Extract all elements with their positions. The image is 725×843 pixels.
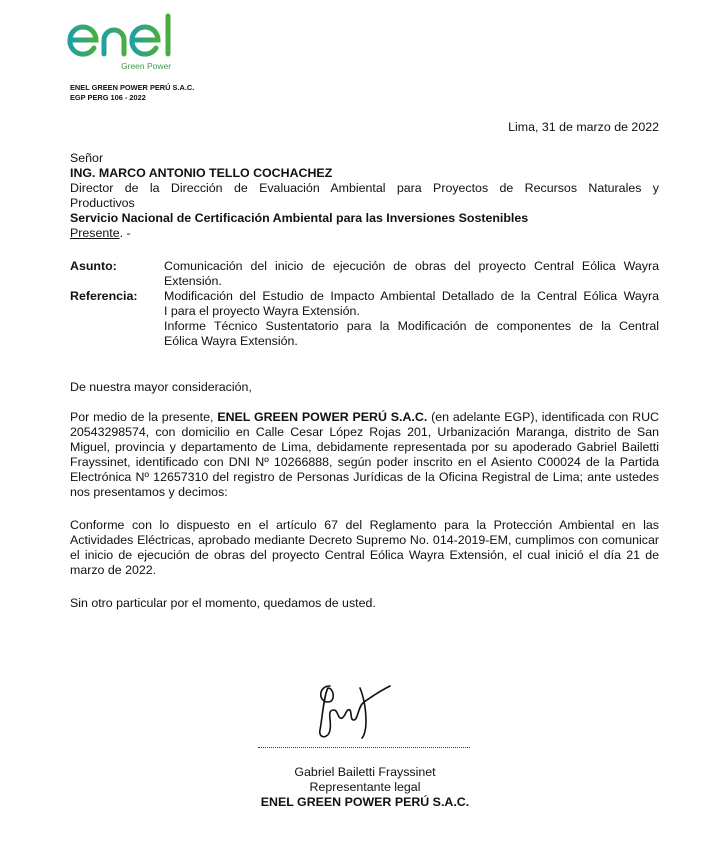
letterhead-doc-code: EGP PERG 106 - 2022 xyxy=(70,93,146,102)
presente-word: Presente xyxy=(70,226,120,240)
recipient-title-line2: Productivos xyxy=(70,196,135,210)
referencia-label: Referencia: xyxy=(70,289,138,303)
signature-drawing xyxy=(312,680,396,744)
referencia-line: Eólica Wayra Extensión. xyxy=(164,334,298,348)
referencia-line: I para el proyecto Wayra Extensión. xyxy=(164,304,360,318)
recipient-salutation: Señor xyxy=(70,151,104,165)
handwritten-signature xyxy=(312,680,396,744)
logo-tagline: Green Power xyxy=(121,61,172,71)
referencia-text xyxy=(164,289,659,349)
presente-suffix: . - xyxy=(119,226,131,240)
recipient-title-line1: Director de la Dirección de Evaluación Ambiental para Proyectos de Recursos Naturales y xyxy=(70,181,659,195)
enel-logo-mark xyxy=(66,12,186,60)
recipient-block xyxy=(70,151,659,241)
signer-role: Representante legal xyxy=(309,780,421,794)
signature-line xyxy=(258,747,470,748)
presente-line xyxy=(70,226,659,241)
recipient-institution: Servicio Nacional de Certificación Ambiental para las Inversiones Sostenibles xyxy=(70,211,529,225)
paragraph-1-prefix: Por medio de la presente, xyxy=(70,410,218,424)
paragraph-2: Conforme con lo dispuesto en el artículo 67 del Reglamento para la Protección Ambiental en las Actividades Eléctricas, aprobado mediante Decreto Supremo No. 014-2019-EM, cumplimos con comunicar el inicio de ejecución de obras del proyecto Central Eólica Wayra Extensión, el cual inició el día 21 de marzo de 2022. xyxy=(70,518,659,577)
greeting: De nuestra mayor consideración, xyxy=(70,380,252,394)
paragraph-1-rest: (en adelante EGP), identificada con RUC 20543298574, con domicilio en Calle Cesar López Rojas 201, Urbanización Maranga, distrito de San Miguel, provincia y departamento de Lima, debidamente representada por su apoderado Gabriel Bailetti Frayssinet, identificado con DNI Nº 10266888, según poder inscrito en el Asiento C00024 de la Partida Electrónica Nº 12657310 del registro de Personas Jurídicas de la Oficina Registral de Lima; ante ustedes nos presentamos y decimos: xyxy=(70,410,659,499)
referencia-line: Informe Técnico Sustentatorio para la Modificación de componentes de la Central xyxy=(164,319,659,333)
closing: Sin otro particular por el momento, quedamos de usted. xyxy=(70,596,376,610)
signer-company: ENEL GREEN POWER PERÚ S.A.C. xyxy=(260,795,470,809)
paragraph-1-company: ENEL GREEN POWER PERÚ S.A.C. xyxy=(217,410,428,424)
letterhead xyxy=(70,83,194,103)
asunto-text xyxy=(164,259,659,289)
referencia-line: Modificación del Estudio de Impacto Ambiental Detallado de la Central Eólica Wayra xyxy=(164,289,659,303)
paragraph-1 xyxy=(70,410,659,500)
asunto-label: Asunto: xyxy=(70,259,117,273)
recipient-name: ING. MARCO ANTONIO TELLO COCHACHEZ xyxy=(70,166,333,180)
date-line: Lima, 31 de marzo de 2022 xyxy=(508,120,659,134)
letterhead-company: ENEL GREEN POWER PERÚ S.A.C. xyxy=(70,83,195,92)
signer-name: Gabriel Bailetti Frayssinet xyxy=(294,765,436,779)
asunto-line: Comunicación del inicio de ejecución de obras del proyecto Central Eólica Wayra xyxy=(164,259,659,273)
asunto-line: Extensión. xyxy=(164,274,222,288)
